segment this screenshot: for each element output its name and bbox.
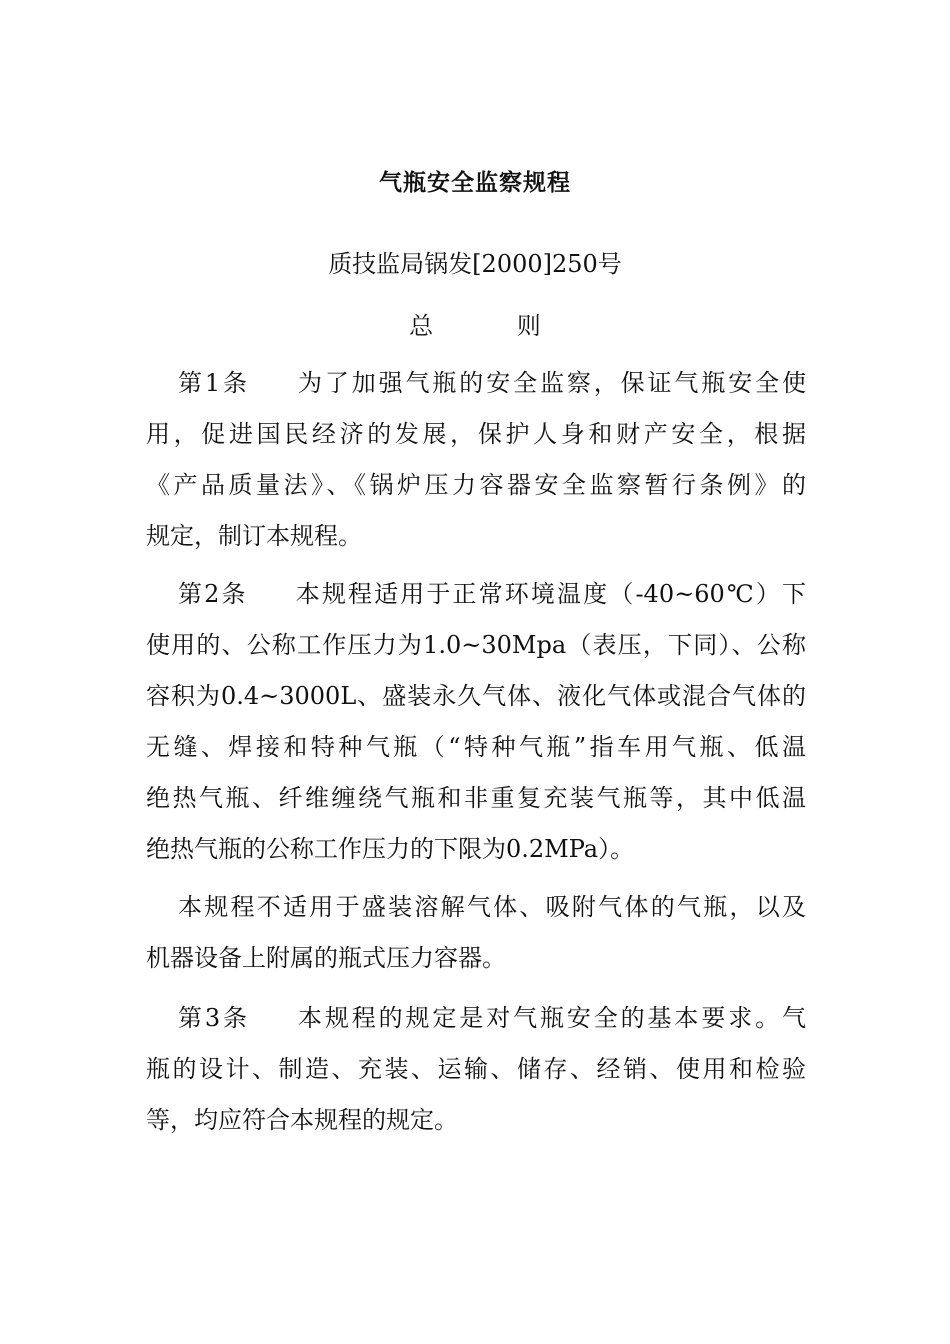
article-1 — [146, 358, 806, 562]
article-1-line-4: 规定，制订本规程。 — [146, 522, 362, 550]
article-1-line-3: 《产品质量法》、《锅炉压力容器安全监察暂行条例》的 — [146, 471, 806, 499]
article-2-label: 第2条 — [178, 580, 248, 608]
article-2-line-2: 使用的、公称工作压力为1.0~30Mpa（表压，下同）、公称 — [146, 631, 806, 659]
article-3-label: 第3条 — [178, 1004, 250, 1032]
article-1-line-2: 用，促进国民经济的发展，保护人身和财产安全，根据 — [146, 420, 806, 448]
article-2 — [146, 569, 806, 875]
article-2-line-3: 容积为0.4~3000L、盛装永久气体、液化气体或混合气体的 — [146, 682, 806, 710]
document-title: 气瓶安全监察规程 — [379, 169, 571, 196]
document-number: 质技监局锅发[2000]250号 — [328, 250, 622, 278]
section-heading: 总 则 — [409, 312, 579, 340]
article-2-line-5: 绝热气瓶、纤维缠绕气瓶和非重复充装气瓶等，其中低温 — [146, 784, 806, 812]
article-1-text-1: 为了加强气瓶的安全监察，保证气瓶安全使 — [297, 369, 806, 397]
article-3-line-3: 等，均应符合本规程的规定。 — [146, 1106, 458, 1134]
article-2-exclusion-line-2: 机器设备上附属的瓶式压力容器。 — [146, 944, 506, 972]
article-3-line-2: 瓶的设计、制造、充装、运输、储存、经销、使用和检验 — [146, 1055, 806, 1083]
article-1-line-1 — [146, 358, 806, 409]
article-2-line-4: 无缝、焊接和特种气瓶（“特种气瓶”指车用气瓶、低温 — [146, 733, 806, 761]
article-2-line-1 — [146, 569, 806, 620]
article-3-text-1: 本规程的规定是对气瓶安全的基本要求。气 — [297, 1004, 806, 1032]
article-3-line-1 — [146, 993, 806, 1044]
article-2-text-1: 本规程适用于正常环境温度（-40~60℃）下 — [295, 580, 806, 608]
article-1-label: 第1条 — [178, 369, 250, 397]
article-2-exclusion — [146, 882, 806, 984]
article-3 — [146, 993, 806, 1146]
article-2-line-6: 绝热气瓶的公称工作压力的下限为0.2MPa）。 — [146, 835, 635, 863]
article-2-exclusion-line-1: 本规程不适用于盛装溶解气体、吸附气体的气瓶，以及 — [178, 893, 806, 921]
